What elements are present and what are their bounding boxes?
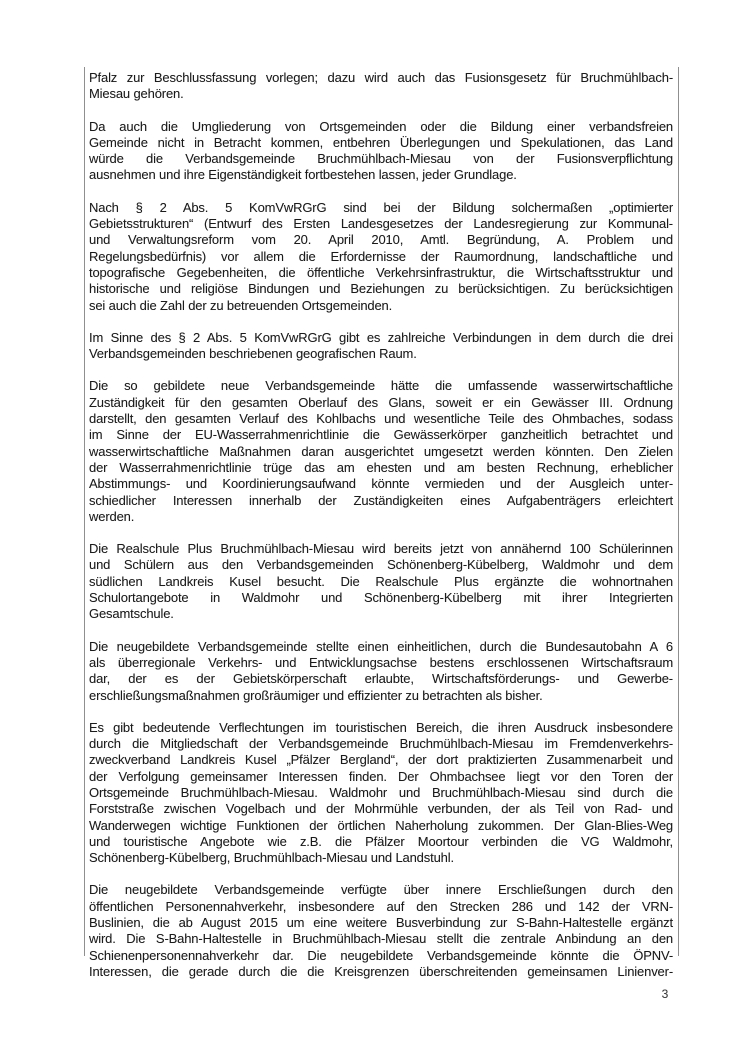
text-line: Verbandsgemeinden beschriebenen geografischen Raum. [89, 346, 417, 362]
text-frame-left-border [84, 67, 85, 956]
text-line: Im Sinne des § 2 Abs. 5 KomVwRGrG gibt es zahlreiche Verbindungen in dem durch die drei [89, 329, 673, 345]
paragraph [89, 70, 673, 103]
text-line: Wanderwegen wichtige Funktionen der örtlichen Naherholung zukommen. Der Glan-Blies-Weg [89, 817, 673, 833]
text-line: Die neugebildete Verbandsgemeinde stellte einen einheitlichen, durch die Bundesautobahn A 6 [89, 638, 673, 654]
text-line: darstellt, den gesamten Verlauf des Kohlbachs und wesentliche Teile des Ohmbaches, sodass [89, 411, 673, 427]
text-line: Schienenpersonennahverkehr dar. Die neugebildete Verbandsgemeinde könnte die ÖPNV- [89, 947, 673, 963]
text-line: öffentlichen Personennahverkehr, insbesondere auf den Strecken 286 und 142 der VRN- [89, 898, 673, 914]
paragraph [89, 200, 673, 314]
text-line: und touristische Angebote wie z.B. die Pfälzer Moortour verbinden die VG Waldmohr, [89, 833, 673, 849]
text-line: schiedlicher Interessen innerhalb der Zuständigkeiten eines Aufgabenträgers erleichtert [89, 492, 673, 508]
text-line: Die so gebildete neue Verbandsgemeinde hätte die umfassende wasserwirtschaftliche [89, 378, 673, 394]
paragraph [89, 720, 673, 867]
text-line: Schönenberg-Kübelberg, Bruchmühlbach-Miesau und Landstuhl. [89, 850, 454, 866]
text-line: dar, der es der Gebietskörperschaft erlaubte, Wirtschaftsförderungs- und Gewerbe- [89, 671, 673, 687]
text-line: erschließungsmaßnahmen großräumiger und effizienter zu betrachten als bisher. [89, 687, 543, 703]
text-line: wasserwirtschaftliche Maßnahmen daran ausgerichtet umgesetzt werden könnten. Den Zielen [89, 443, 673, 459]
text-frame-right-border [678, 67, 679, 956]
text-line: Ortsgemeinde Bruchmühlbach-Miesau. Waldmohr und Bruchmühlbach-Miesau sind durch die [89, 784, 673, 800]
text-line: südlichen Landkreis Kusel besucht. Die Realschule Plus ergänzte die wohnortnahen [89, 573, 673, 589]
text-line: als überregionale Verkehrs- und Entwicklungsachse bestens erschlossenen Wirtschaftsraum [89, 654, 673, 670]
text-line: historische und religiöse Bindungen und Beziehungen zu berücksichtigen. Zu berücksichtigen [89, 281, 673, 297]
text-line: zweckverband Landkreis Kusel „Pfälzer Bergland“, der dort praktizierten Zusammenarbeit und [89, 752, 673, 768]
page-number: 3 [661, 987, 669, 1001]
text-line: Nach § 2 Abs. 5 KomVwRGrG sind bei der Bildung solchermaßen „optimierter [89, 199, 673, 215]
paragraph [89, 541, 673, 622]
text-line: Regelungsbedürfnis) vor allem die Erfordernisse der Raumordnung, landschaftliche und [89, 248, 673, 264]
text-line: Forststraße zwischen Vogelbach und der Mohrmühle verbunden, der als Teil von Rad- und [89, 801, 673, 817]
paragraph [89, 639, 673, 704]
text-line: Die Realschule Plus Bruchmühlbach-Miesau wird bereits jetzt von annähernd 100 Schülerinnen [89, 541, 673, 557]
text-line: Abstimmungs- und Koordinierungsaufwand könnte vermieden und der Ausgleich unter- [89, 476, 673, 492]
text-line: Gemeinde nicht in Betracht kommen, entbehren Überlegungen und Spekulationen, das Land [89, 134, 673, 150]
text-line: durch die Mitgliedschaft der Verbandsgemeinde Bruchmühlbach-Miesau im Fremdenverkehrs- [89, 736, 673, 752]
paragraph [89, 378, 673, 525]
text-line: ausnehmen und ihre Eigenständigkeit fortbestehen lassen, jeder Grundlage. [89, 167, 517, 183]
text-line: werden. [89, 508, 135, 524]
text-line: der Wasserrahmenrichtlinie trüge das am ehesten und am besten Rechnung, erheblicher [89, 459, 673, 475]
text-line: Gebietsstrukturen“ (Entwurf des Ersten Landesgesetzes der Landesregierung zur Kommunal- [89, 216, 673, 232]
text-line: würde die Verbandsgemeinde Bruchmühlbach-Miesau von der Fusionsverpflichtung [89, 151, 673, 167]
text-line: Gesamtschule. [89, 606, 174, 622]
paragraph [89, 330, 673, 363]
text-line: Interessen, die gerade durch die die Kreisgrenzen überschreitenden gemeinsamen Linienver- [89, 963, 673, 979]
text-line: wird. Die S-Bahn-Haltestelle in Bruchmühlbach-Miesau stellt die zentrale Anbindung an den [89, 931, 673, 947]
text-block [89, 70, 673, 996]
text-line: der Verfolgung gemeinsamer Interessen finden. Der Ohmbachsee liegt vor den Toren der [89, 768, 673, 784]
text-line: im Sinne der EU-Wasserrahmenrichtlinie die Gewässerkörper ganzheitlich betrachtet und [89, 427, 673, 443]
text-line: sei auch die Zahl der zu betreuenden Ortsgemeinden. [89, 297, 393, 313]
text-line: Da auch die Umgliederung von Ortsgemeinden oder die Bildung einer verbandsfreien [89, 118, 673, 134]
text-line: Buslinien, die ab August 2015 um eine weitere Busverbindung zur S-Bahn-Haltestelle ergänzt [89, 915, 673, 931]
text-line: und Verwaltungsreform vom 20. April 2010, Amtl. Begründung, A. Problem und [89, 232, 673, 248]
text-line: und Schülern aus den Verbandsgemeinden Schönenberg-Kübelberg, Waldmohr und dem [89, 557, 673, 573]
paragraph [89, 882, 673, 980]
text-line: Miesau gehören. [89, 86, 184, 102]
text-line: Pfalz zur Beschlussfassung vorlegen; dazu wird auch das Fusionsgesetz für Bruchmühlbach- [89, 70, 673, 85]
text-line: Die neugebildete Verbandsgemeinde verfügte über innere Erschließungen durch den [89, 882, 673, 898]
paragraph [89, 119, 673, 184]
text-line: Schulortangebote in Waldmohr und Schönenberg-Kübelberg mit ihrer Integrierten [89, 590, 673, 606]
text-line: topografische Gegebenheiten, die öffentliche Verkehrsinfrastruktur, die Wirtschaftsstruktur und [89, 264, 673, 280]
text-line: Es gibt bedeutende Verflechtungen im touristischen Bereich, die ihren Ausdruck insbesondere [89, 719, 673, 735]
text-line: Zuständigkeit für den gesamten Oberlauf des Glans, soweit er ein Gewässer III. Ordnung [89, 394, 673, 410]
